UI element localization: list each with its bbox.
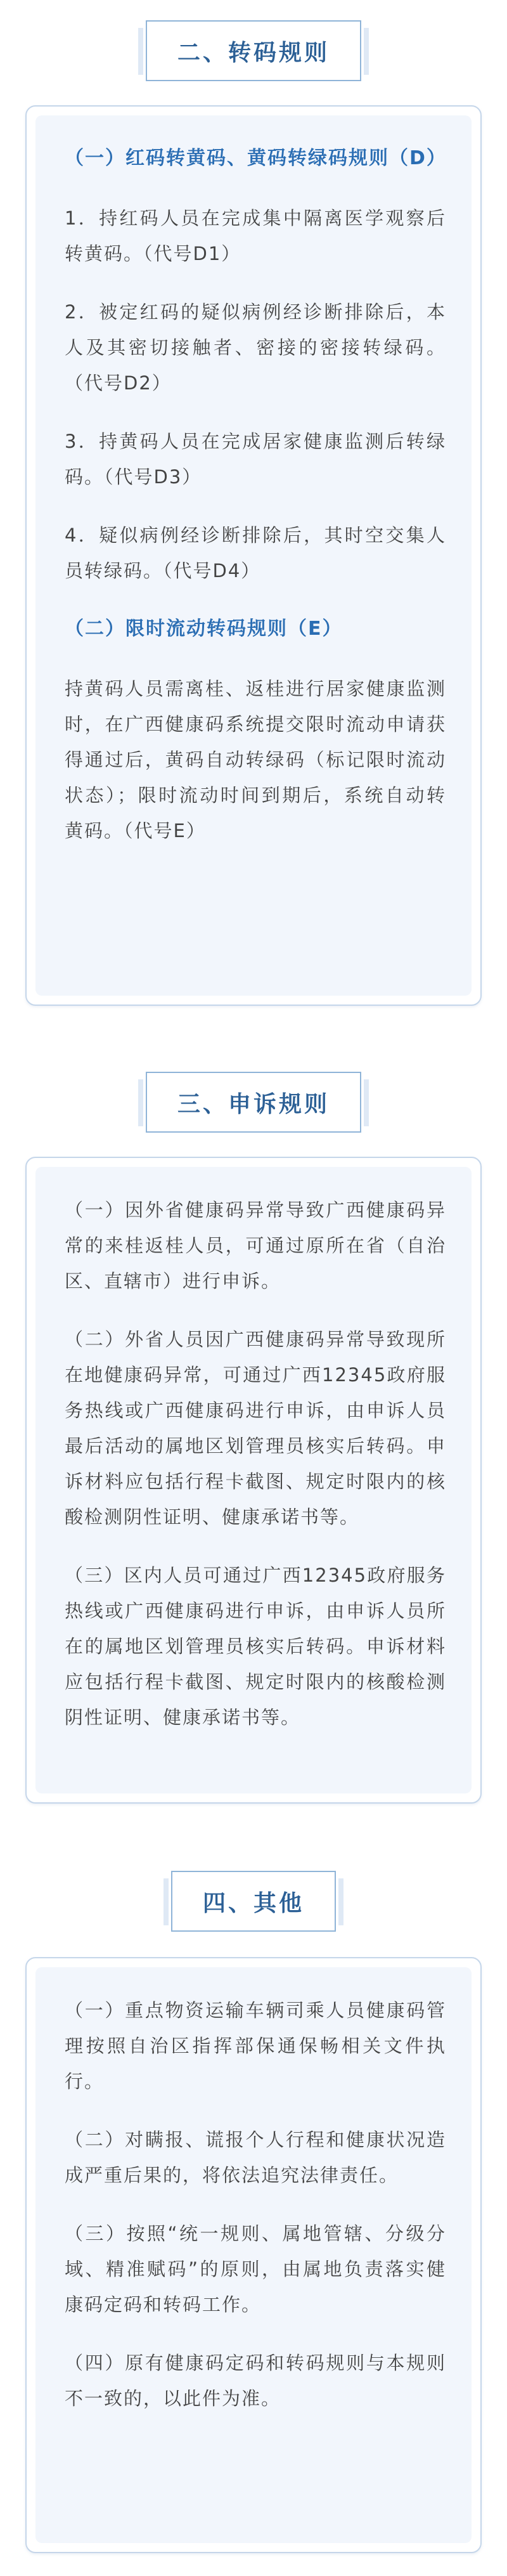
transcode-rules-card (25, 105, 482, 1006)
rule-e: 持黄码人员需离桂、返桂进行居家健康监测时，在广西健康码系统提交限时流动申请获得通过后，黄码自动转绿码（标记限时流动状态）；限时流动时间到期后，系统自动转黄码。（代号E） (65, 678, 446, 842)
rule-d4: 4．疑似病例经诊断排除后，其时空交集人员转绿码。（代号D4） (65, 524, 446, 582)
section-title-transcode-rules: 二、转码规则 (146, 20, 361, 81)
rule-d3: 3．持黄码人员在完成居家健康监测后转绿码。（代号D3） (65, 431, 446, 488)
others-item-1: （一）重点物资运输车辆司乘人员健康码管理按照自治区指挥部保通保畅相关文件执行。 (65, 2000, 446, 2092)
others-item-3: （三）按照“统一规则、属地管辖、分级分域、精准赋码”的原则，由属地负责落实健康码定码和转码工作。 (65, 2223, 446, 2315)
section-title-others: 四、其他 (171, 1871, 336, 1932)
others-item-4: （四）原有健康码定码和转码规则与本规则不一致的，以此件为准。 (65, 2352, 446, 2409)
time-limited-flow-rule-heading: （二）限时流动转码规则（E） (65, 618, 343, 640)
appeal-rules-card-inner (35, 1167, 472, 1793)
others-card-inner (35, 1967, 472, 2543)
appeal-item-1: （一）因外省健康码异常导致广西健康码异常的来桂返桂人员，可通过原所在省（自治区、直辖市）进行申诉。 (65, 1199, 446, 1292)
rule-d1: 1．持红码人员在完成集中隔离医学观察后转黄码。（代号D1） (65, 207, 446, 264)
appeal-rules-card (25, 1157, 482, 1804)
appeal-item-3: （三）区内人员可通过广西12345政府服务热线或广西健康码进行申诉，由申诉人员所在的属地区划管理员核实后转码。申诉材料应包括行程卡截图、规定时限内的核酸检测阴性证明、健康承诺书等。 (65, 1564, 446, 1728)
appeal-item-2: （二）外省人员因广西健康码异常导致现所在地健康码异常，可通过广西12345政府服务热线或广西健康码进行申诉，由申诉人员最后活动的属地区划管理员核实后转码。申诉材料应包括行程卡截图、规定时限内的核酸检测阴性证明、健康承诺书等。 (65, 1329, 446, 1528)
others-card (25, 1957, 482, 2553)
rule-d2: 2．被定红码的疑似病例经诊断排除后，本人及其密切接触者、密接的密接转绿码。（代号D2） (65, 301, 446, 394)
others-item-2: （二）对瞒报、谎报个人行程和健康状况造成严重后果的，将依法追究法律责任。 (65, 2129, 446, 2186)
transcode-rules-card-inner (35, 115, 472, 996)
section-title-appeal-rules: 三、申诉规则 (146, 1072, 361, 1133)
red-yellow-green-rule-heading: （一）红码转黄码、黄码转绿码规则（D） (65, 147, 447, 169)
